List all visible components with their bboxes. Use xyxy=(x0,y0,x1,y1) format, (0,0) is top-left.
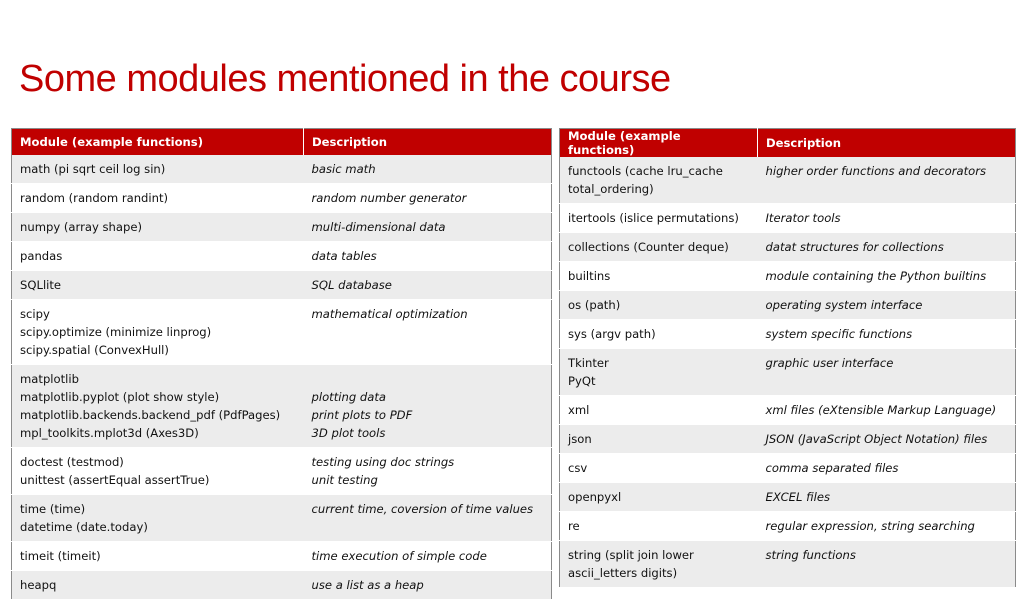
table-row xyxy=(12,184,552,213)
table-row xyxy=(560,157,1016,204)
table-row xyxy=(560,483,1016,512)
module-cell: openpyxl xyxy=(560,483,758,512)
table-row xyxy=(12,448,552,495)
module-cell: math (pi sqrt ceil log sin) xyxy=(12,155,304,184)
description-cell: mathematical optimization xyxy=(304,300,552,365)
description-cell: use a list as a heap xyxy=(304,571,552,600)
description-cell: multi-dimensional data xyxy=(304,213,552,242)
table-row xyxy=(560,262,1016,291)
description-cell: time execution of simple code xyxy=(304,542,552,571)
module-cell: doctest (testmod) unittest (assertEqual assertTrue) xyxy=(12,448,304,495)
module-cell: time (time) datetime (date.today) xyxy=(12,495,304,542)
module-cell: sys (argv path) xyxy=(560,320,758,349)
description-cell: regular expression, string searching xyxy=(758,512,1016,541)
description-cell: module containing the Python builtins xyxy=(758,262,1016,291)
table-row xyxy=(560,396,1016,425)
description-cell: xml files (eXtensible Markup Language) xyxy=(758,396,1016,425)
table-row xyxy=(560,454,1016,483)
module-cell: csv xyxy=(560,454,758,483)
table-row xyxy=(12,271,552,300)
description-cell: system specific functions xyxy=(758,320,1016,349)
table-row xyxy=(560,425,1016,454)
table-row xyxy=(12,155,552,184)
table-row xyxy=(12,300,552,365)
table-row xyxy=(12,495,552,542)
table-row xyxy=(560,512,1016,541)
module-cell: SQLlite xyxy=(12,271,304,300)
table-row xyxy=(560,349,1016,396)
column-header-module: Module (example functions) xyxy=(12,129,304,156)
table-row xyxy=(560,291,1016,320)
column-header-module: Module (example functions) xyxy=(560,129,758,158)
description-cell: basic math xyxy=(304,155,552,184)
description-cell: graphic user interface xyxy=(758,349,1016,396)
module-cell: random (random randint) xyxy=(12,184,304,213)
description-cell: SQL database xyxy=(304,271,552,300)
description-cell: string functions xyxy=(758,541,1016,588)
description-cell: Iterator tools xyxy=(758,204,1016,233)
table-row xyxy=(560,320,1016,349)
column-header-description: Description xyxy=(304,129,552,156)
module-cell: matplotlib matplotlib.pyplot (plot show style) matplotlib.backends.backend_pdf (PdfPages) mpl_toolkits.mplot3d (Axes3D) xyxy=(12,365,304,448)
module-cell: pandas xyxy=(12,242,304,271)
module-cell: timeit (timeit) xyxy=(12,542,304,571)
description-cell: operating system interface xyxy=(758,291,1016,320)
module-cell: os (path) xyxy=(560,291,758,320)
table-row xyxy=(560,233,1016,262)
module-cell: heapq xyxy=(12,571,304,600)
table-header-row xyxy=(560,129,1016,158)
description-cell: testing using doc strings unit testing xyxy=(304,448,552,495)
right-modules-table xyxy=(559,128,1016,588)
description-cell: random number generator xyxy=(304,184,552,213)
module-cell: xml xyxy=(560,396,758,425)
table-row xyxy=(12,542,552,571)
module-cell: string (split join lower ascii_letters digits) xyxy=(560,541,758,588)
table-row xyxy=(12,365,552,448)
description-cell: plotting data print plots to PDF 3D plot tools xyxy=(304,365,552,448)
description-cell: JSON (JavaScript Object Notation) files xyxy=(758,425,1016,454)
module-cell: json xyxy=(560,425,758,454)
table-row xyxy=(560,204,1016,233)
table-row xyxy=(12,571,552,600)
table-row xyxy=(12,242,552,271)
module-cell: numpy (array shape) xyxy=(12,213,304,242)
module-cell: Tkinter PyQt xyxy=(560,349,758,396)
description-cell: datat structures for collections xyxy=(758,233,1016,262)
module-cell: functools (cache lru_cache total_ordering) xyxy=(560,157,758,204)
description-cell: data tables xyxy=(304,242,552,271)
module-cell: scipy scipy.optimize (minimize linprog) scipy.spatial (ConvexHull) xyxy=(12,300,304,365)
table-row xyxy=(560,541,1016,588)
column-header-description: Description xyxy=(758,129,1016,158)
description-cell: higher order functions and decorators xyxy=(758,157,1016,204)
description-cell: EXCEL files xyxy=(758,483,1016,512)
module-cell: itertools (islice permutations) xyxy=(560,204,758,233)
page-title: Some modules mentioned in the course xyxy=(19,58,671,100)
table-row xyxy=(12,213,552,242)
table-header-row xyxy=(12,129,552,156)
module-cell: builtins xyxy=(560,262,758,291)
left-modules-table xyxy=(11,128,552,600)
description-cell: current time, coversion of time values xyxy=(304,495,552,542)
module-cell: re xyxy=(560,512,758,541)
module-cell: collections (Counter deque) xyxy=(560,233,758,262)
description-cell: comma separated files xyxy=(758,454,1016,483)
